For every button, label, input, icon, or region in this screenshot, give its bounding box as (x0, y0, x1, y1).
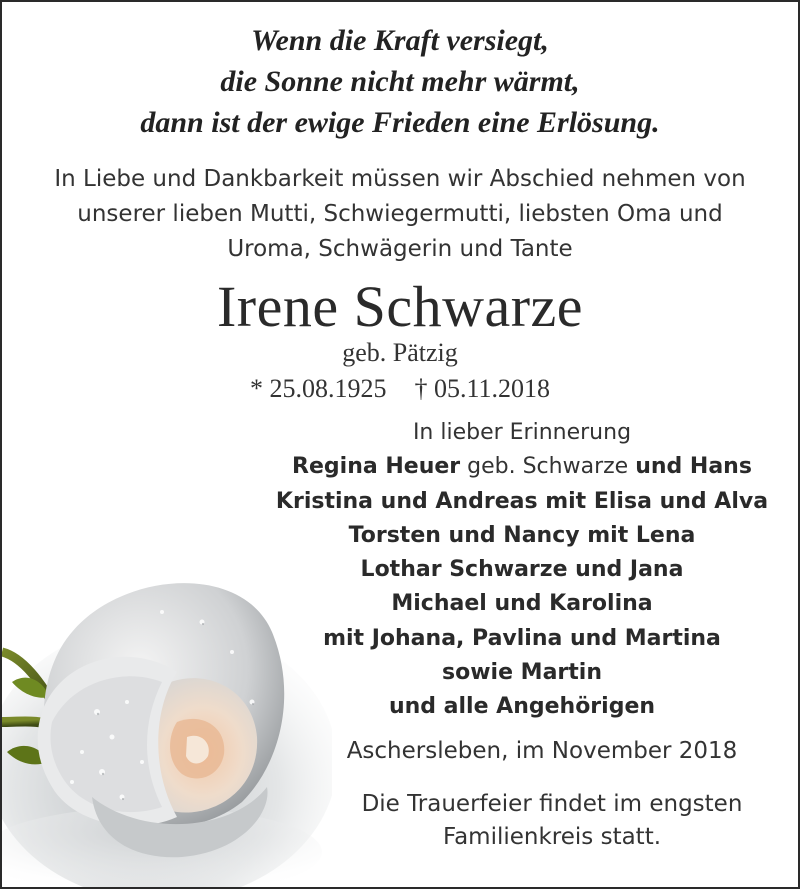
funeral-note (312, 788, 792, 854)
mourner-line-1 (252, 450, 792, 484)
birth-date: * 25.08.1925 (249, 374, 387, 403)
mourner-line-7: sowie Martin (442, 660, 602, 686)
mourner-regina: Regina Heuer (292, 454, 461, 480)
life-dates (2, 372, 798, 406)
mourners-heading: In lieber Erinnerung (412, 420, 632, 445)
mourners-list (252, 416, 792, 725)
death-date: † 05.11.2018 (414, 374, 551, 403)
poem-line-1: Wenn die Kraft versiegt, (251, 24, 549, 57)
mourner-line-5: Michael und Karolina (391, 591, 653, 617)
birth-name: geb. Pätzig (342, 338, 458, 367)
place-and-date: Aschersleben, im November 2018 (346, 738, 738, 764)
intro-line-1: In Liebe und Dankbarkeit müssen wir Abschied nehmen von (54, 166, 746, 192)
mourner-line-3: Torsten und Nancy mit Lena (348, 522, 696, 548)
intro-line-3: Uroma, Schwägerin und Tante (227, 236, 573, 262)
intro-line-2: unserer lieben Mutti, Schwiegermutti, liebsten Oma und (77, 201, 723, 227)
mourner-line-8: und alle Angehörigen (388, 694, 656, 720)
mourner-line-4: Lothar Schwarze und Jana (360, 557, 684, 583)
funeral-line-1: Die Trauerfeier findet im engsten (361, 791, 743, 817)
funeral-line-2: Familienkreis statt. (442, 824, 662, 850)
mourner-birth-name: geb. Schwarze (460, 454, 636, 480)
poem-line-2: die Sonne nicht mehr wärmt, (220, 65, 580, 98)
intro-text (2, 162, 798, 267)
mourner-line-2: Kristina und Andreas mit Elisa und Alva (275, 488, 769, 514)
mourner-hans: und Hans (635, 454, 752, 480)
poem-line-3: dann ist der ewige Frieden eine Erlösung. (140, 106, 660, 139)
deceased-name: Irene Schwarze (216, 274, 584, 339)
poem (2, 20, 798, 143)
mourner-line-6: mit Johana, Pavlina und Martina (323, 625, 721, 651)
